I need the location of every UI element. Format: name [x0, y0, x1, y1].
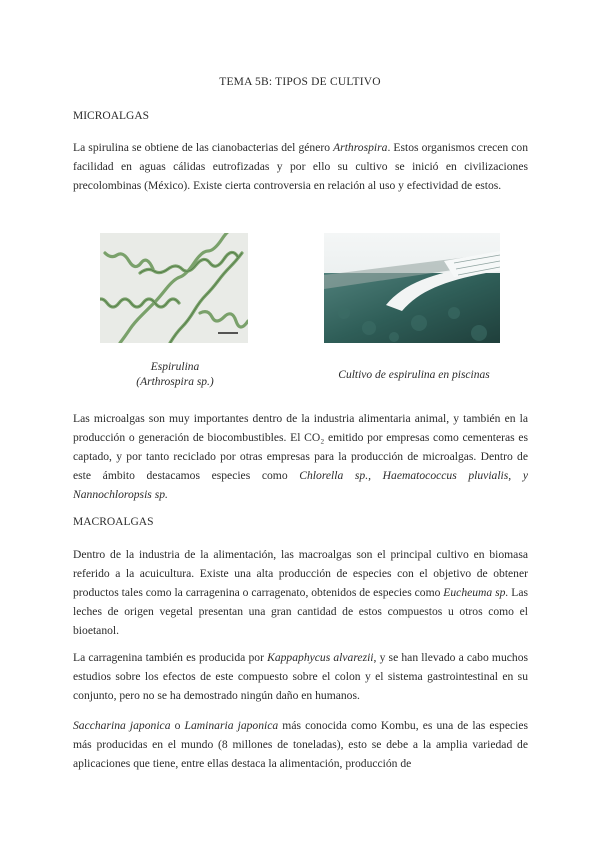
spirulina-ponds-image: [324, 233, 500, 343]
species-name: Kappaphycus alvarezii: [267, 651, 374, 664]
caption-line: (Arthrospira sp.): [136, 376, 214, 388]
paragraph-microalgas: [73, 409, 528, 504]
text-run: La carragenina también es producida por: [73, 651, 268, 664]
text-run: Las microalgas son muy importantes dentro de la industria alimentaria animal, y también en la producción o generación de biocombustibles. El CO₂ emitido por empresas como cementeras es captado, y por tanto reciclado por otras empresas para la producción de microalgas. Dentro de este ámbito destacamos especies como: [73, 412, 528, 482]
figure-caption-spirulina: [120, 360, 230, 390]
paragraph-spirulina: [73, 138, 528, 195]
spirulina-micrograph-image: [100, 233, 248, 343]
text-run: Dentro de la industria de la alimentación, las macroalgas son el principal cultivo en biomasa referido a la acuicultura. Existe una alta producción de especies con el objetivo de obtener productos tales como la carragenina o carragenato, obtenidos de especies como: [73, 548, 528, 599]
paragraph-carragenina: [73, 648, 528, 705]
species-names: Chlorella sp., Haematococcus pluvialis, y Nannochloropsis sp.: [73, 469, 528, 501]
species-name: Eucheuma sp.: [443, 586, 509, 599]
paragraph-macroalgas: [73, 545, 528, 640]
species-name: Saccharina japonica: [73, 719, 171, 732]
text-run: Las leches de origen vegetal presentan una gran cantidad de estos compuestos u otros como el bioetanol.: [73, 586, 528, 637]
species-name: Arthrospira: [333, 141, 388, 154]
caption-line: Espirulina: [150, 361, 200, 373]
text-run: , y se han llevado a cabo muchos estudios sobre los efectos de este compuesto sobre el colon y el sistema gastrointestinal en su conjunto, pero no se ha demostrado ningún daño en humanos.: [73, 651, 529, 702]
text-run: . Estos organismos crecen con facilidad en aguas cálidas eutrofizadas y por ello su cultivo se inició en civilizaciones precolombinas (México). Existe cierta controversia en relación al uso y efectividad de estos.: [73, 141, 528, 192]
paragraph-kombu: [73, 716, 528, 773]
text-run: La spirulina se obtiene de las cianobacterias del género: [73, 141, 334, 154]
figure-caption-ponds: Cultivo de espirulina en piscinas: [338, 369, 490, 381]
species-name: Laminaria japonica: [184, 719, 279, 732]
text-run: o: [170, 719, 185, 732]
page-title: TEMA 5B: TIPOS DE CULTIVO: [219, 76, 381, 88]
section-heading-microalgas: MICROALGAS: [73, 110, 150, 122]
text-run: más conocida como Kombu, es una de las especies más producidas en el mundo (8 millones de toneladas), esto se debe a la amplia variedad de aplicaciones que tiene, entre ellas destaca la alimentación, producción de: [73, 719, 529, 770]
section-heading-macroalgas: MACROALGAS: [73, 516, 154, 528]
